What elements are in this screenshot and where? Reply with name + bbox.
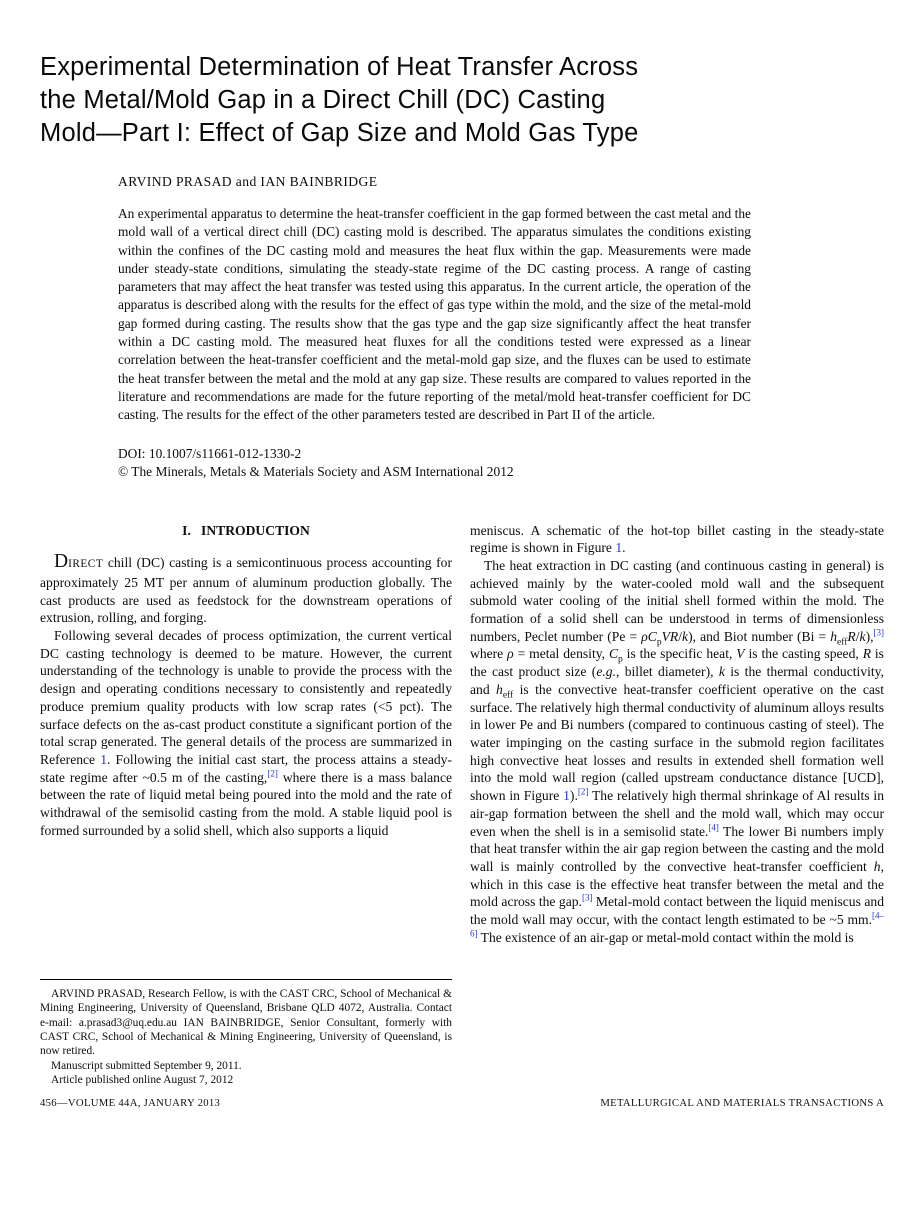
intro-paragraph-2-continued: meniscus. A schematic of the hot-top billet casting in the steady-state regime is shown in Figure 1. [470, 522, 884, 556]
copyright-line: © The Minerals, Metals & Materials Society and ASM International 2012 [118, 463, 514, 479]
intro-paragraph-3: The heat extraction in DC casting (and continuous casting in general) is achieved mainly by the water-cooled mold wall and the subsequent submold water cooling of the initial shell formed within the mold. The formation of a solid shell can be understood in terms of dimensionless numbers, Peclet number $(Pe = \rho C_pVR/k)$, and Biot number $(Bi = h_{eff}R/k),[3]$ where ρ = metal density, $C_p$ is the specific heat, V is the casting speed, R is the cast product size (e.g., billet diameter), k is the thermal conductivity, and $h_{eff}$ is the convective heat-transfer coefficient operative on the cast surface. The relatively high thermal conductivity of aluminum alloys results in lower Pe and Bi numbers (compared to continuous casting of steel). The water impinging on the casting surface in the submold region facilitates high convective heat losses and results in extended shell formation well into the mold wall region (called upstream conductance distance [UCD], shown in Figure 1).[2] The relatively high thermal shrinkage of Al results in air-gap formation between the shell and the mold wall, which may occur even when the shell is in a semisolid state.[4] The lower Bi numbers imply that heat transfer within the air gap region between the casting and the mold wall is mainly controlled by the convective heat-transfer coefficient h, which in this case is the effective heat transfer between the metal and the mold across the gap.[3] Metal-mold contact between the liquid meniscus and the mold wall may occur, with the contact length estimated to be ~5 mm.[4–6] The existence of an air-gap or metal-mold contact within the mold is [470, 557, 884, 945]
page-footer [40, 1097, 884, 1109]
reference-1-link[interactable]: 1 [100, 752, 108, 767]
article-title: Experimental Determination of Heat Transfer Across the Metal/Mold Gap in a Direct Chill (DC) Casting Mold—Part I: Effect of Gap Size and Mold Gas Type [40, 53, 639, 147]
right-column [470, 522, 884, 1088]
citation-4-6-link[interactable]: [4–6] [470, 910, 884, 939]
figure-1-link[interactable]: 1 [615, 540, 623, 556]
citation-2-link-2[interactable]: [2] [577, 786, 589, 797]
left-column [40, 522, 452, 1088]
doi-line: DOI: 10.1007/s11661-012-1330-2 [118, 445, 302, 461]
author-footnote [40, 979, 452, 1088]
section-heading-introduction: I. INTRODUCTION [182, 522, 310, 538]
footer-journal-name: METALLURGICAL AND MATERIALS TRANSACTIONS A [600, 1096, 884, 1109]
footnote-submitted: Manuscript submitted September 9, 2011. [51, 1059, 242, 1072]
abstract-paragraph: An experimental apparatus to determine the heat-transfer coefficient in the gap formed between the cast metal and the mold wall of a vertical direct chill (DC) casting mold is described. The apparatus simulates the conditions existing within the confines of the DC casting mold and measures the heat flux within the gap. Measurements were made under steady-state conditions, simulating the steady-state regime of the DC casting process. A range of casting parameters that may affect the heat transfer was tested using this apparatus. In the current article, the operation of the apparatus is described along with the results for the effect of gas type within the mold, and the size of the metal-mold gap formed during casting. The results show that the gas type and the gap size significantly affect the heat transfer within a DC casting mold. The measured heat fluxes for all the conditions tested were expressed as a linear correlation between the heat-transfer coefficient and the metal-mold gap size, and the fluxes can be used to estimate the heat transfer between the metal and the mold at any gap size. These results are compared to values reported in the literature and recommendations are made for the future reporting of the metal/mold heat-transfer coefficient for DC casting. The results for the effect of the other parameters tested are described in Part II of the article. [118, 206, 751, 423]
figure-1-link-2[interactable]: 1 [563, 788, 570, 804]
intro-paragraph-1: DIRECT chill (DC) casting is a semicontinuous process accounting for approximately 25 MT per annum of aluminum production globally. The cast products are used as feedstock for the downstream operations of extrusion, rolling, and forging. [40, 551, 452, 626]
footnote-affiliation: ARVIND PRASAD, Research Fellow, is with the CAST CRC, School of Mechanical & Mining Engineering, University of Queensland, Brisbane QLD 4072, Australia. Contact e-mail: a.prasad3@uq.edu.au IAN BAINBRIDGE, Senior Consultant, formerly with CAST CRC, School of Mechanical & Mining Engineering, University of Queensland, is now retired. [40, 987, 452, 1058]
citation-4-link[interactable]: [4] [708, 821, 719, 832]
citation-3-link-2[interactable]: [3] [581, 892, 593, 903]
footer-page-volume: 456—VOLUME 44A, JANUARY 2013 [40, 1096, 221, 1109]
footnote-rule [40, 979, 452, 980]
two-column-body [40, 522, 884, 1088]
citation-2-link[interactable]: [2] [267, 768, 278, 779]
citation-3-link[interactable]: [3] [873, 627, 884, 638]
footnote-published: Article published online August 7, 2012 [51, 1074, 234, 1087]
authors-line: ARVIND PRASAD and IAN BAINBRIDGE [118, 174, 378, 189]
intro-paragraph-2: Following several decades of process optimization, the current vertical DC casting technology is deemed to be mature. However, the current understanding of the technology is unable to provide the process with the design and operating conditions necessary to consistently and repeatedly produce premium quality products with low scrap rates (<5 pct). The surface defects on the as-cast product constitute a significant portion of the total scrap generated. The general details of the process are summarized in Reference 1. Following the initial cast start, the process attains a steady-state regime after ~0.5 m of the casting,[2] where there is a mass balance between the rate of liquid metal being poured into the mold and the rate of withdrawal of the semisolid casting from the mold. A stable liquid pool is formed surrounded by a solid shell, which also supports a liquid [40, 628, 453, 838]
